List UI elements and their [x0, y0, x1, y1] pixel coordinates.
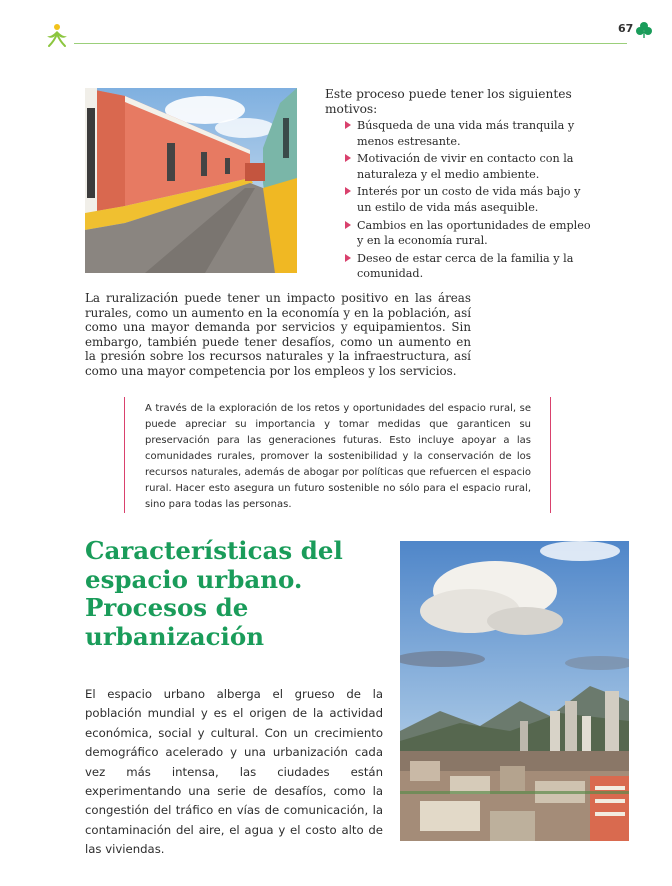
city-skyline-photo	[400, 541, 629, 841]
list-item: Deseo de estar cerca de la familia y la comunidad.	[345, 251, 597, 282]
list-item: Cambios en las oportunidades de empleo y en la economía rural.	[345, 218, 597, 249]
colonial-street-photo	[85, 88, 297, 273]
triangle-bullet-icon	[345, 221, 351, 229]
callout-text: A través de la exploración de los retos y oportunidades del espacio rural, se puede apreciar su importancia y tomar medidas que garanticen su preservación para las generaciones futuras. Esto incluye apoyar a las comunidades rurales, promover la sostenibilidad y la conservación de los recursos naturales, además de abogar por políticas que refuercen el espacio rural. Hacer esto asegura un futuro sostenible no sólo para el espacio rural, sino para todas las personas.	[145, 403, 531, 510]
list-item: Búsqueda de una vida más tranquila y menos estresante.	[345, 118, 597, 149]
clover-icon	[635, 21, 653, 39]
list-item: Motivación de vivir en contacto con la naturaleza y el medio ambiente.	[345, 151, 597, 182]
callout-border-left	[124, 397, 125, 513]
callout-border-right	[550, 397, 551, 513]
page-number: 67	[618, 22, 634, 35]
triangle-bullet-icon	[345, 187, 351, 195]
triangle-bullet-icon	[345, 254, 351, 262]
motives-intro: Este proceso puede tener los siguientes motivos:	[325, 87, 572, 116]
triangle-bullet-icon	[345, 154, 351, 162]
sprout-logo-icon	[44, 22, 70, 48]
section-heading: Características del espacio urbano. Procesos de urbanización	[85, 536, 343, 651]
list-item: Interés por un costo de vida más bajo y un estilo de vida más asequible.	[345, 184, 597, 215]
triangle-bullet-icon	[345, 121, 351, 129]
motives-list	[345, 118, 597, 284]
urban-space-paragraph: El espacio urbano alberga el grueso de la población mundial y es el origen de la actividad económica, social y cultural. Con un crecimiento demográfico acelerado y una urbanización cada vez más intensa, las ciudades están experimentando una serie de desafíos, como la congestión del tráfico en vías de comunicación, la contaminación del aire, el agua y el costo alto de las viviendas.	[85, 687, 383, 857]
callout-box	[124, 397, 551, 513]
header-rule	[74, 43, 627, 44]
ruralization-paragraph: La ruralización puede tener un impacto positivo en las áreas rurales, como un aumento en la economía y en la población, así como una mayor demanda por servicios y equipamientos. Sin embargo, también puede tener desafíos, como un aumento en la presión sobre los recursos naturales y la infraestructura, así como una mayor competencia por los empleos y los servicios.	[85, 291, 471, 378]
